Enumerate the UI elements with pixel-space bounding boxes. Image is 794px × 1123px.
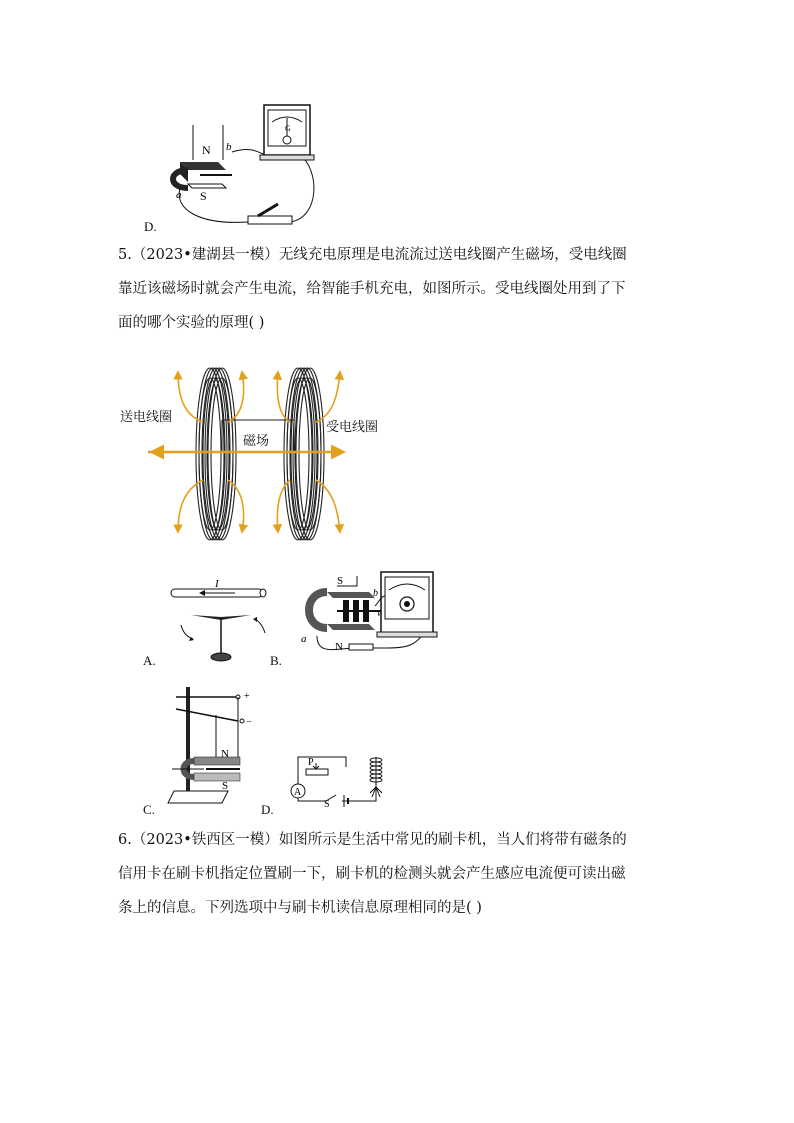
b-pole-s-label: S [337,575,344,587]
d-ammeter-label: A [294,787,302,798]
c-pole-s-label: S [222,780,229,792]
q5-option-a-label: A. [143,653,156,668]
q6-text [118,823,678,925]
d-slider-p-label: P [308,757,314,768]
q5-option-c-label: C. [143,802,155,817]
q5-number: 5. [118,247,132,263]
q6-text-line1: 如图所示是生活中常见的刷卡机，当人们将带有磁条的 [278,832,627,848]
q5-text-line1: 无线充电原理是电流流过送电线圈产生磁场，受电线圈 [278,247,627,263]
b-pole-n-label: N [335,641,343,653]
send-coil-label: 送电线圈 [120,406,172,425]
wireless-charging-figure [118,360,398,550]
q5-text [118,238,678,340]
b-point-b-label: b [373,588,378,599]
c-pole-n-label: N [221,748,229,760]
receive-coil-label: 受电线圈 [326,420,379,435]
galvanometer-label: G [285,124,291,133]
q5-option-b-label: B. [270,653,282,668]
q6-number: 6. [118,832,132,848]
q6-text-line2: 信用卡在刷卡机指定位置刷一下，刷卡机的检测头就会产生感应电流便可读出磁 [118,866,626,882]
q5-option-d-figure [286,747,386,809]
point-a-label: a [176,189,182,201]
q4-option-d-figure [160,100,320,230]
q5-option-c-figure [166,685,266,810]
q5-option-b-figure [297,566,442,664]
c-minus-label: − [246,717,252,728]
c-plus-label: + [244,691,250,702]
point-b-label: b [226,141,232,153]
b-velocity-v-label: v [377,608,382,619]
pole-s-label: S [200,189,207,203]
q5-option-d-label: D. [261,802,274,817]
magnetic-field-label: 磁场 [243,434,270,449]
q4-option-d-label: D. [144,219,157,234]
q5-option-a-figure [165,577,275,667]
d-switch-s-label: S [324,799,330,809]
q5-text-line3: 面的哪个实验的原理( ) [118,315,265,331]
q5-text-line2: 靠近该磁场时就会产生电流，给智能手机充电，如图所示。受电线圈处用到了下 [118,281,626,297]
q5-source: （2023•建湖县一模） [131,247,279,263]
current-i-label: I [215,578,219,590]
q6-line1 [118,823,678,857]
send-coil [196,368,236,540]
pole-n-label: N [202,143,211,157]
q5-line1 [118,238,678,272]
q6-text-line3: 条上的信息。下列选项中与刷卡机读信息原理相同的是( ) [118,900,482,916]
receive-coil [284,368,324,540]
b-point-a-label: a [301,633,307,645]
q6-source: （2023•铁西区一模） [131,832,279,848]
